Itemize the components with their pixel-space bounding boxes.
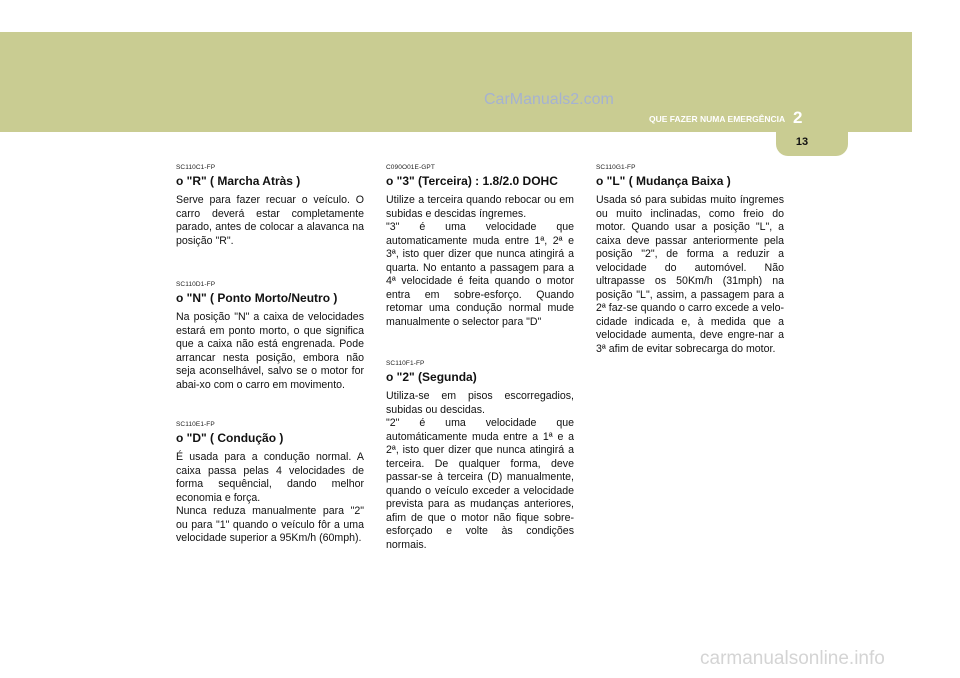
section-code: SC110E1-FP [176,421,215,428]
section-body: Usada só para subidas muito íngremes ou muito inclinadas, como freio do motor. Quando usar a posição "L", a caixa deve passar anteriormente pela posição "2", de forma a reduzir a velocidade do automóvel. Não ultrapasse os 50Km/h (31mph) na posição "L", assim, a passagem para a 2ª faz-se quando o carro excede a velo-cidade indicada e, à medida que a velocidade aumenta, deve engre-nar a 3ª afim de evitar sobrecarga do motor. [596,194,784,355]
section-heading: o "D" ( Condução ) [176,431,284,445]
section-heading: o "L" ( Mudança Baixa ) [596,174,731,188]
section-r-reverse [176,164,364,248]
page-number: 13 [795,136,809,148]
section-heading: o "R" ( Marcha Atràs ) [176,174,301,188]
section-code: SC110F1-FP [386,360,425,367]
section-heading: o "3" (Terceira) : 1.8/2.0 DOHC [386,174,558,188]
section-heading: o "2" (Segunda) [386,370,477,384]
section-body: É usada para a condução normal. A caixa passa pelas 4 velocidades de forma sequêncial, dando melhor economia e força. Nunca reduza manualmente para "2" ou para "1" quando o veículo fôr a uma velocidade superior a 95Km/h (60mph). [176,451,364,544]
section-code: C090O01E-GPT [386,164,435,171]
section-n-neutral [176,281,364,392]
header-watermark[interactable]: CarManuals2.com [484,91,614,108]
section-code: SC110G1-FP [596,164,636,171]
section-heading: o "N" ( Ponto Morto/Neutro ) [176,291,338,305]
section-code: SC110D1-FP [176,281,216,288]
section-body: Na posição "N" a caixa de velocidades estará em ponto morto, o que significa que a caixa não está engrenada. Pode arrancar nesta posição, embora não seja aconselhável, salvo se o motor for abai-xo com o carro em movimento. [176,311,364,391]
section-d-drive [176,421,364,546]
section-3-third [386,164,574,329]
section-body: Utiliza-se em pisos escorregadios, subidas ou descidas. "2" é uma velocidade que automáticamente muda entre a 1ª e a 2ª, isto quer dizer que nunca atingirá a terceira. De qualquer forma, deve passar-se à terceira (D) manualmente, quando o veículo exceder a velocidade prevista para as mudanças anteriores, afim de que o motor não fique sobre-esforçado e volte às condições normais. [386,390,574,551]
section-2-second [386,360,574,552]
section-code: SC110C1-FP [176,164,216,171]
chapter-number: 2 [793,108,803,127]
section-l-low [596,164,784,356]
section-body: Serve para fazer recuar o veículo. O carro deverá estar completamente parado, antes de colocar a alavanca na posição "R". [176,194,364,247]
chapter-title: QUE FAZER NUMA EMERGÊNCIA [649,114,786,124]
footer-watermark[interactable]: carmanualsonline.info [700,648,885,669]
section-body: Utilize a terceira quando rebocar ou em subidas e descidas íngremes. "3" é uma velocidade que automaticamente muda entre 1ª, 2ª e 3ª, isto quer dizer que nunca atingirá a quarta. No entanto a passagem para a 4ª velocidade é feita quando o motor entra em sobre-esforço. Quando retomar uma condução normal mude manualmente o selector para "D" [386,194,574,328]
